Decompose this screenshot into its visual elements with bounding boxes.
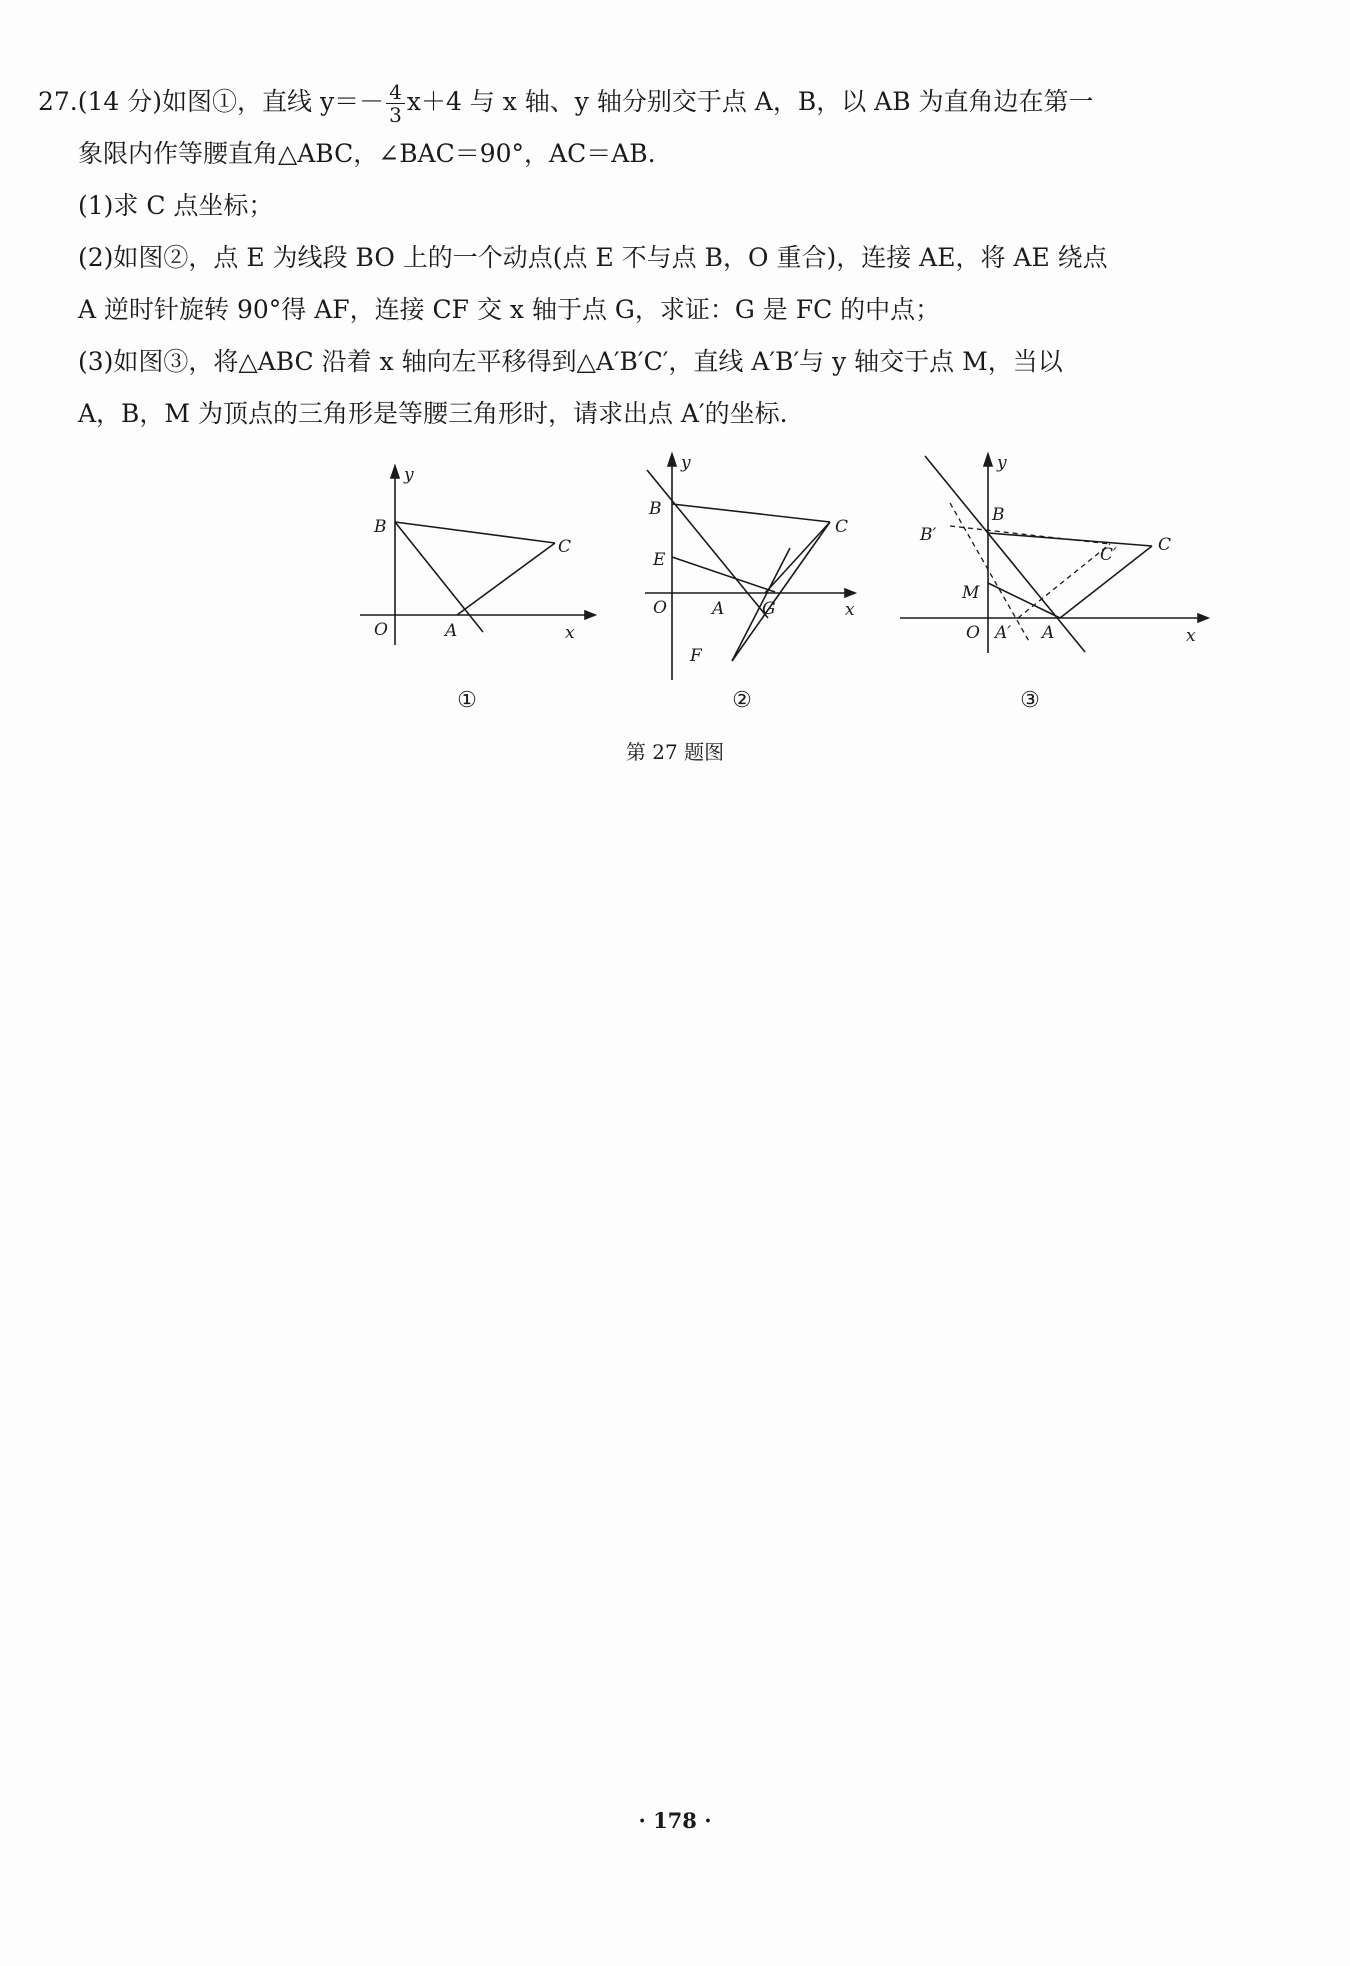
x-axis-arrow: [585, 611, 595, 619]
segment-ma: [988, 583, 1060, 618]
label-c: C: [835, 517, 849, 537]
line-ab: [647, 470, 768, 618]
label-b: B: [374, 517, 387, 537]
label-a: A: [1042, 623, 1055, 643]
figure-2: [645, 448, 865, 692]
y-axis-arrow: [668, 454, 676, 466]
fraction-denominator: 3: [389, 103, 402, 127]
problem-line-2: 象限内作等腰直角△ABC，∠BAC＝90°，AC＝AB.: [78, 139, 656, 168]
label-a: A: [712, 599, 725, 619]
fraction: [386, 81, 405, 126]
question-1: (1)求 C 点坐标；: [78, 191, 274, 220]
segment-bc: [395, 522, 555, 543]
label-x: x: [1186, 626, 1196, 646]
label-e: E: [653, 550, 666, 570]
line-apbp-dashed: [950, 503, 1030, 643]
y-axis-arrow: [391, 466, 399, 478]
segment-af: [732, 548, 790, 661]
segment-ac: [765, 522, 830, 593]
question-2-line-1: (2)如图②，点 E 为线段 BO 上的一个动点(点 E 不与点 B，O 重合)，连接 AE，将 AE 绕点: [78, 243, 1108, 272]
label-m: M: [962, 583, 980, 603]
fraction-numerator: 4: [386, 81, 405, 104]
figure-1-label: ①: [457, 688, 477, 713]
figure-1-diagram: [360, 460, 600, 650]
label-x: x: [565, 623, 575, 643]
problem-number: 27.: [38, 87, 78, 116]
figure-1: [360, 460, 600, 654]
label-c: C: [558, 537, 572, 557]
figure-2-diagram: [645, 448, 865, 688]
label-y: y: [997, 453, 1007, 473]
question-3-line-1: (3)如图③，将△ABC 沿着 x 轴向左平移得到△A′B′C′，直线 A′B′与 y 轴交于点 M，当以: [78, 347, 1063, 376]
label-y: y: [681, 453, 691, 473]
label-b: B: [649, 499, 662, 519]
x-axis-arrow: [1198, 614, 1208, 622]
problem-27: [38, 76, 1288, 440]
segment-apcp-dashed: [1018, 544, 1110, 618]
question-3-line-2: A，B，M 为顶点的三角形是等腰三角形时，请求出点 A′的坐标.: [78, 399, 788, 428]
figure-caption: 第 27 题图: [625, 740, 725, 764]
label-o: O: [374, 620, 388, 640]
figure-3-diagram: [900, 448, 1210, 668]
problem-line1-b: x＋4 与 x 轴、y 轴分别交于点 A，B，以 AB 为直角边在第一: [406, 87, 1094, 116]
label-b: B: [992, 505, 1005, 525]
label-y: y: [404, 465, 414, 485]
label-x: x: [845, 600, 855, 620]
y-axis-arrow: [984, 454, 992, 466]
segment-ae: [672, 557, 775, 592]
label-a: A: [445, 621, 458, 641]
segment-bpcp-dashed: [950, 526, 1110, 544]
figure-3-label: ③: [1020, 688, 1040, 713]
label-g: G: [762, 599, 776, 619]
segment-ac: [457, 543, 555, 615]
label-f: F: [690, 646, 702, 666]
label-c-prime: C′: [1100, 545, 1117, 565]
label-a-prime: A′: [995, 623, 1012, 643]
page-number: · 178 ·: [638, 1808, 712, 1833]
figure-2-label: ②: [732, 688, 752, 713]
figure-3: [900, 448, 1210, 672]
label-o: O: [653, 598, 667, 618]
problem-score: (14 分): [77, 87, 163, 116]
label-b-prime: B′: [920, 525, 937, 545]
problem-line-1: [38, 76, 1288, 128]
problem-line1-a: 如图①，直线 y＝－: [162, 87, 385, 116]
question-2-line-2: A 逆时针旋转 90°得 AF，连接 CF 交 x 轴于点 G，求证：G 是 FC 的中点；: [78, 295, 941, 324]
segment-bc: [672, 504, 830, 522]
label-o: O: [966, 623, 980, 643]
label-c: C: [1158, 535, 1172, 555]
x-axis-arrow: [845, 589, 855, 597]
